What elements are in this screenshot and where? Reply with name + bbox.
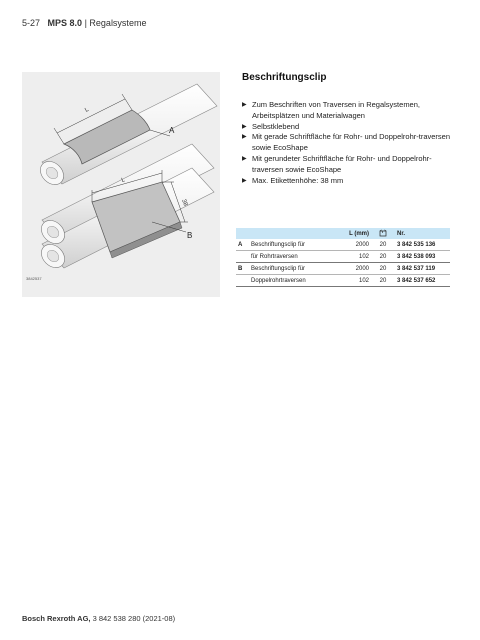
page-number: 5-27 [22, 18, 41, 28]
label-a: A [169, 126, 175, 135]
page-header [22, 18, 146, 28]
feature-item: ▶ Zum Beschriften von Traversen in Regalsystemen, Arbeitsplätzen und Materialwagen [242, 100, 462, 122]
table-header [236, 228, 450, 239]
header-length: L (mm) [341, 228, 371, 239]
label-clip-drawing [22, 72, 220, 297]
cell-desc: Beschriftungsclip für [249, 239, 341, 251]
feature-item: ▶ Selbstklebend [242, 122, 462, 133]
header-separator: | [84, 18, 87, 28]
feature-item: ▶ Max. Etikettenhöhe: 38 mm [242, 176, 462, 187]
label-b: B [187, 231, 193, 240]
cell-length: 102 [341, 251, 371, 263]
cell-key [236, 251, 249, 263]
dimension-l-bottom: L [120, 177, 126, 184]
page-footer [22, 614, 175, 623]
dimension-38: 38 [180, 198, 189, 207]
package-icon [379, 229, 387, 237]
cell-nr: 3 842 535 136 [395, 239, 450, 251]
cell-nr: 3 842 538 093 [395, 251, 450, 263]
cell-pack: 20 [371, 239, 395, 251]
cell-pack: 20 [371, 263, 395, 275]
cell-key: A [236, 239, 249, 251]
cell-length: 2000 [341, 239, 371, 251]
cell-pack: 20 [371, 251, 395, 263]
product-name: MPS 8.0 [47, 18, 83, 28]
cell-nr: 3 842 537 119 [395, 263, 450, 275]
company-name: Bosch Rexroth AG, [22, 614, 91, 623]
product-figure [22, 72, 220, 297]
cell-desc: für Rohrtraversen [249, 251, 341, 263]
cell-desc: Doppelrohrtraversen [249, 275, 341, 287]
table-row [236, 263, 450, 275]
cell-length: 2000 [341, 263, 371, 275]
feature-item: ▶ Mit gerundeter Schriftfläche für Rohr- und Doppelrohr-traversen sowie EcoShape [242, 154, 462, 176]
dimension-l-top: L [84, 106, 90, 114]
feature-list [242, 100, 462, 186]
section-name: Regalsysteme [89, 18, 147, 28]
table-row [236, 275, 450, 287]
cell-pack: 20 [371, 275, 395, 287]
header-desc [249, 228, 341, 239]
cell-nr: 3 842 537 652 [395, 275, 450, 287]
cell-key: B [236, 263, 249, 275]
cell-desc: Beschriftungsclip für [249, 263, 341, 275]
header-key [236, 228, 249, 239]
order-table [236, 228, 450, 287]
header-pack [371, 228, 395, 239]
figure-id: 3842537 [26, 276, 42, 281]
feature-item: ▶ Mit gerade Schriftfläche für Rohr- und Doppelrohr-traversen sowie EcoShape [242, 132, 462, 154]
header-nr: Nr. [395, 228, 450, 239]
table-row [236, 251, 450, 263]
cell-length: 102 [341, 275, 371, 287]
product-title: Beschriftungsclip [242, 72, 327, 83]
table-row [236, 239, 450, 251]
document-number: 3 842 538 280 (2021-08) [92, 614, 176, 623]
cell-key [236, 275, 249, 287]
